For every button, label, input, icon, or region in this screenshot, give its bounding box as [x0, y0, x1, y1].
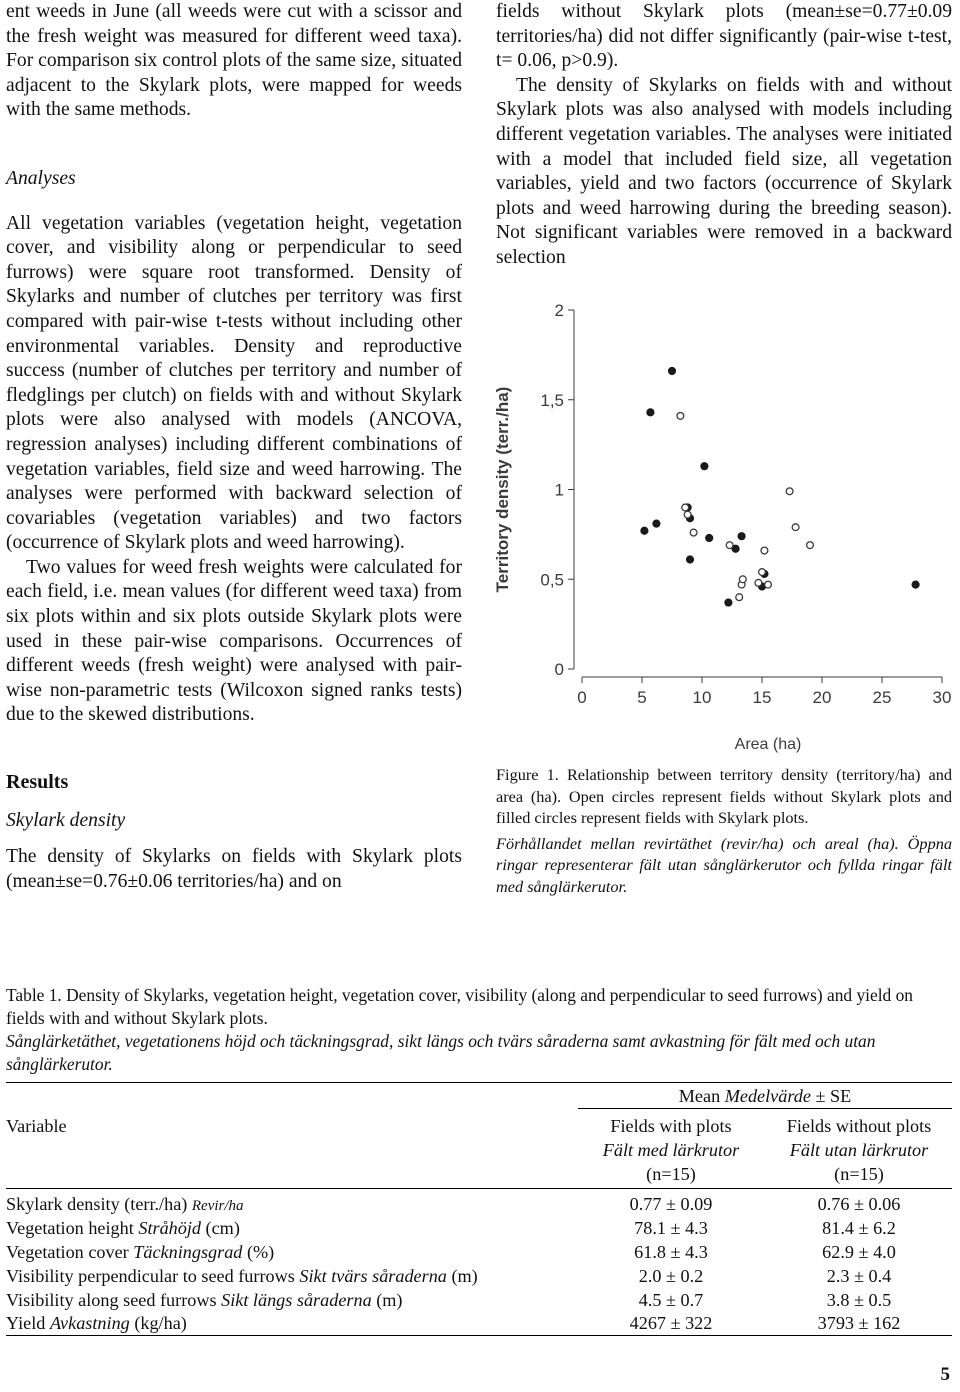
open-circle-point [765, 581, 772, 588]
right-paragraph-1: fields without Skylark plots (mean±se=0.77±0.09 territories/ha) did not differ significantly (pair-wise t-test, t= 0.06, p>0.9). [496, 1, 952, 72]
open-circle-point [807, 542, 814, 549]
page-number: 5 [940, 1364, 950, 1385]
y-tick-label: 0,5 [540, 570, 564, 590]
filled-circle-point [738, 533, 745, 540]
filled-circle-point [912, 581, 919, 588]
open-circle-point [690, 529, 697, 536]
filled-circle-point [647, 409, 654, 416]
filled-circle-point [641, 527, 648, 534]
x-tick-label: 0 [577, 688, 587, 707]
open-circle-point [759, 569, 766, 576]
right-paragraph-2: The density of Skylarks on fields with and without Skylark plots was also analysed with models including different vegetation variables. The analyses were initiated with a model that included field size, all vegetation variables, yield and two factors (occurrence of Skylark plots and weed harrowing during the breeding season). Not significant variables were removed in a backward selection [496, 74, 952, 268]
figure-caption [496, 764, 952, 897]
x-axis-label: Area (ha) [734, 736, 802, 753]
right-column [496, 0, 952, 271]
column-header-with-plots: Fields with plots Fält med lärkrutor (n=15) [602, 1116, 740, 1184]
table-top-rule [6, 1082, 952, 1083]
results-heading: Results [6, 771, 69, 794]
open-circle-point [739, 576, 746, 583]
y-tick-label: 2 [554, 301, 564, 320]
table-header-rule [6, 1188, 952, 1189]
column-header-without-plots: Fields without plots Fält utan lärkrutor (n=15) [786, 1116, 932, 1184]
x-tick-label: 5 [637, 688, 647, 707]
table-row: Visibility along seed furrows Sikt längs såraderna (m) 4.5 ± 0.7 3.8 ± 0.5 [6, 1290, 892, 1310]
x-axis-ticks [577, 677, 951, 707]
mean-header-rule [578, 1108, 952, 1109]
table-row: Yield Avkastning (kg/ha) 4267 ± 322 3793 ± 162 [6, 1313, 901, 1333]
open-circle-point [684, 511, 691, 518]
table-caption [6, 984, 952, 1076]
table-caption-english: Table 1. Density of Skylarks, vegetation height, vegetation cover, visibility (along and perpendicular to seed furrows) and yield on fields with and without Skylark plots. [6, 985, 913, 1028]
analyses-paragraph-2: Two values for weed fresh weights were calculated for each field, i.e. mean values (for different weed taxa) from six plots within and six plots outside Skylark plots were used in these pair-wise comparisons. Occurrences of different weeds (fresh weight) were analysed with pair-wise non-parametric tests (Wilcoxon signed ranks tests) due to the skewed distributions. [6, 556, 462, 726]
y-tick-label: 1,5 [540, 390, 564, 410]
table-bottom-rule [6, 1335, 952, 1336]
analyses-heading: Analyses [6, 167, 76, 189]
figure-caption-swedish: Förhållandet mellan revirtäthet (revir/ha) och areal (ha). Öppna ringar representerar fält utan sånglärkerutor och fyllda ringar fält med sånglärkerutor. [496, 833, 952, 896]
y-axis-label: Territory density (terr./ha) [493, 386, 512, 593]
table-row: Visibility perpendicular to seed furrows Sikt tvärs såraderna (m) 2.0 ± 0.2 2.3 ± 0.4 [6, 1266, 892, 1286]
filled-circle-point [686, 556, 693, 563]
variable-header: Variable [6, 1116, 67, 1136]
figure-1-scatter-plot [486, 283, 960, 760]
table-row: Skylark density (terr./ha) Revir/ha 0.77 ± 0.09 0.76 ± 0.06 [6, 1194, 901, 1214]
filled-circle-point [725, 599, 732, 606]
open-circle-point [682, 504, 689, 511]
x-tick-label: 20 [812, 688, 832, 707]
open-circle-point [761, 547, 768, 554]
figure-caption-english: Figure 1. Relationship between territory density (territory/ha) and area (ha). Open circles represent fields without Skylark plots and filled circles represent fields with Skylark plots. [496, 765, 952, 827]
scatter-plot-svg [486, 283, 960, 760]
table-row: Vegetation height Stråhöjd (cm) 78.1 ± 4.3 81.4 ± 6.2 [6, 1218, 896, 1238]
y-axis-ticks [540, 301, 574, 679]
x-tick-label: 15 [752, 688, 772, 707]
filled-circle-point [653, 520, 660, 527]
mean-header: Mean Medelvärde ± SE [678, 1086, 852, 1106]
open-circle-point [786, 488, 793, 495]
x-tick-label: 30 [932, 688, 952, 707]
skylark-density-heading: Skylark density [6, 809, 126, 831]
intro-paragraph: ent weeds in June (all weeds were cut with a scissor and the fresh weight was measured for different weed taxa). For comparison six control plots of the same size, situated adjacent to the Skylark plots, were mapped for weeds with the same methods. [6, 1, 463, 121]
filled-circle-point [668, 367, 675, 374]
data-points [641, 367, 919, 606]
x-tick-label: 10 [692, 688, 712, 707]
filled-circle-point [706, 534, 713, 541]
analyses-paragraph-1: All vegetation variables (vegetation height, vegetation cover, and visibility along or perpendicular to seed furrows) were square root transformed. Density of Skylarks and number of clutches per territory was first compared with pair-wise t-tests without including other environmental variables. Density and reproductive success (number of clutches per territory and number of fledglings per clutch) on fields with and without Skylark plots were also analysed with models (ANCOVA, regression analyses) including different combinations of vegetation variables, field size and weed harrowing. The analyses were performed with backward selection of covariables (vegetation variables) and two factors (occurrence of Skylark plots and weed harrowing). [6, 212, 462, 554]
left-column [6, 0, 462, 894]
open-circle-point [726, 542, 733, 549]
y-tick-label: 1 [554, 480, 564, 500]
open-circle-point [736, 594, 743, 601]
open-circle-point [755, 579, 762, 586]
open-circle-point [677, 413, 684, 420]
y-tick-label: 0 [554, 660, 564, 679]
x-tick-label: 25 [872, 688, 892, 707]
density-paragraph: The density of Skylarks on fields with Skylark plots (mean±se=0.76±0.06 territories/ha) and on [6, 846, 462, 892]
table-caption-swedish: Sånglärketäthet, vegetationens höjd och täckningsgrad, sikt längs och tvärs såraderna samt avkastning för fält med och utan sånglärkerutor. [6, 1031, 876, 1074]
open-circle-point [792, 524, 799, 531]
table-row: Vegetation cover Täckningsgrad (%) 61.8 ± 4.3 62.9 ± 4.0 [6, 1242, 896, 1262]
filled-circle-point [701, 463, 708, 470]
